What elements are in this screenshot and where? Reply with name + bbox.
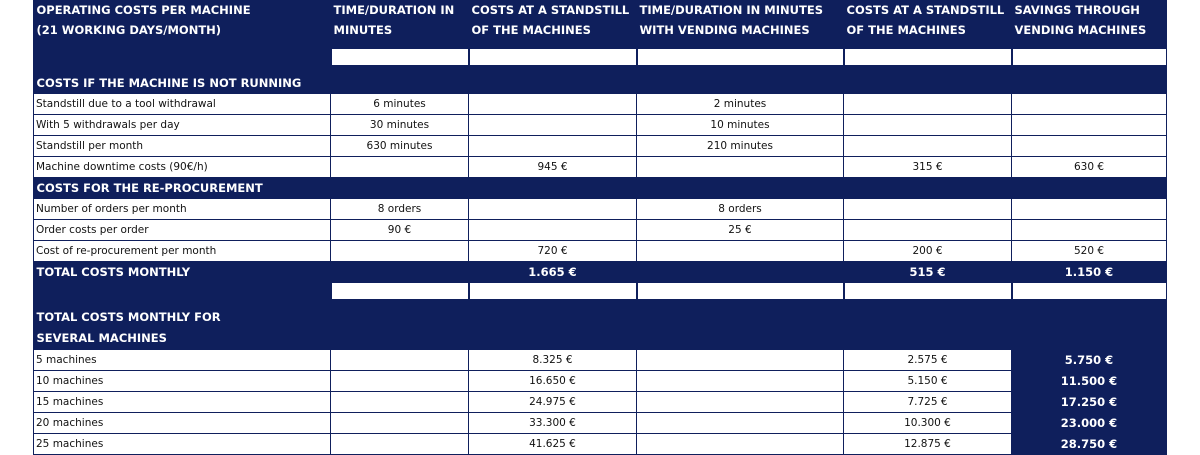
header-row <box>34 0 1167 48</box>
table-row: Number of orders per month 8 orders 8 orders <box>34 199 1167 220</box>
header-col5: COSTS AT A STANDSTILL OF THE MACHINES <box>846 3 1005 37</box>
table-row: 25 machines 41.625 € 12.875 € 28.750 € <box>34 434 1167 455</box>
header-col1: OPERATING COSTS PER MACHINE (21 WORKING DAYS/MONTH) <box>36 3 251 37</box>
blank-row <box>34 282 1167 300</box>
table-row: 15 machines 24.975 € 7.725 € 17.250 € <box>34 392 1167 413</box>
operating-costs-table <box>33 0 1167 455</box>
header-col6: SAVINGS THROUGH VENDING MACHINES <box>1014 3 1147 37</box>
table-row: 5 machines 8.325 € 2.575 € 5.750 € <box>34 350 1167 371</box>
header-col4: TIME/DURATION IN MINUTES WITH VENDING MACHINES <box>639 3 823 37</box>
table-row: With 5 withdrawals per day 30 minutes 10 minutes <box>34 115 1167 136</box>
section-title: COSTS FOR THE RE-PROCUREMENT <box>36 181 263 195</box>
section-title: COSTS IF THE MACHINE IS NOT RUNNING <box>36 76 302 90</box>
table-row: Order costs per order 90 € 25 € <box>34 220 1167 241</box>
total-row: TOTAL COSTS MONTHLY 1.665 € 515 € 1.150 € <box>36 265 1114 279</box>
header-col2: TIME/DURATION IN MINUTES <box>333 3 455 37</box>
section-title: TOTAL COSTS MONTHLY FOR SEVERAL MACHINES <box>36 310 221 345</box>
header-col3: COSTS AT A STANDSTILL OF THE MACHINES <box>471 3 630 37</box>
table-row: Machine downtime costs (90€/h) 945 € 315 € 630 € <box>34 157 1167 178</box>
table-row: Standstill due to a tool withdrawal 6 minutes 2 minutes <box>34 94 1167 115</box>
table-row: 10 machines 16.650 € 5.150 € 11.500 € <box>34 371 1167 392</box>
table-row: Cost of re-procurement per month 720 € 200 € 520 € <box>34 241 1167 262</box>
table-row: 20 machines 33.300 € 10.300 € 23.000 € <box>34 413 1167 434</box>
blank-row <box>34 48 1167 66</box>
table-row: Standstill per month 630 minutes 210 minutes <box>34 136 1167 157</box>
